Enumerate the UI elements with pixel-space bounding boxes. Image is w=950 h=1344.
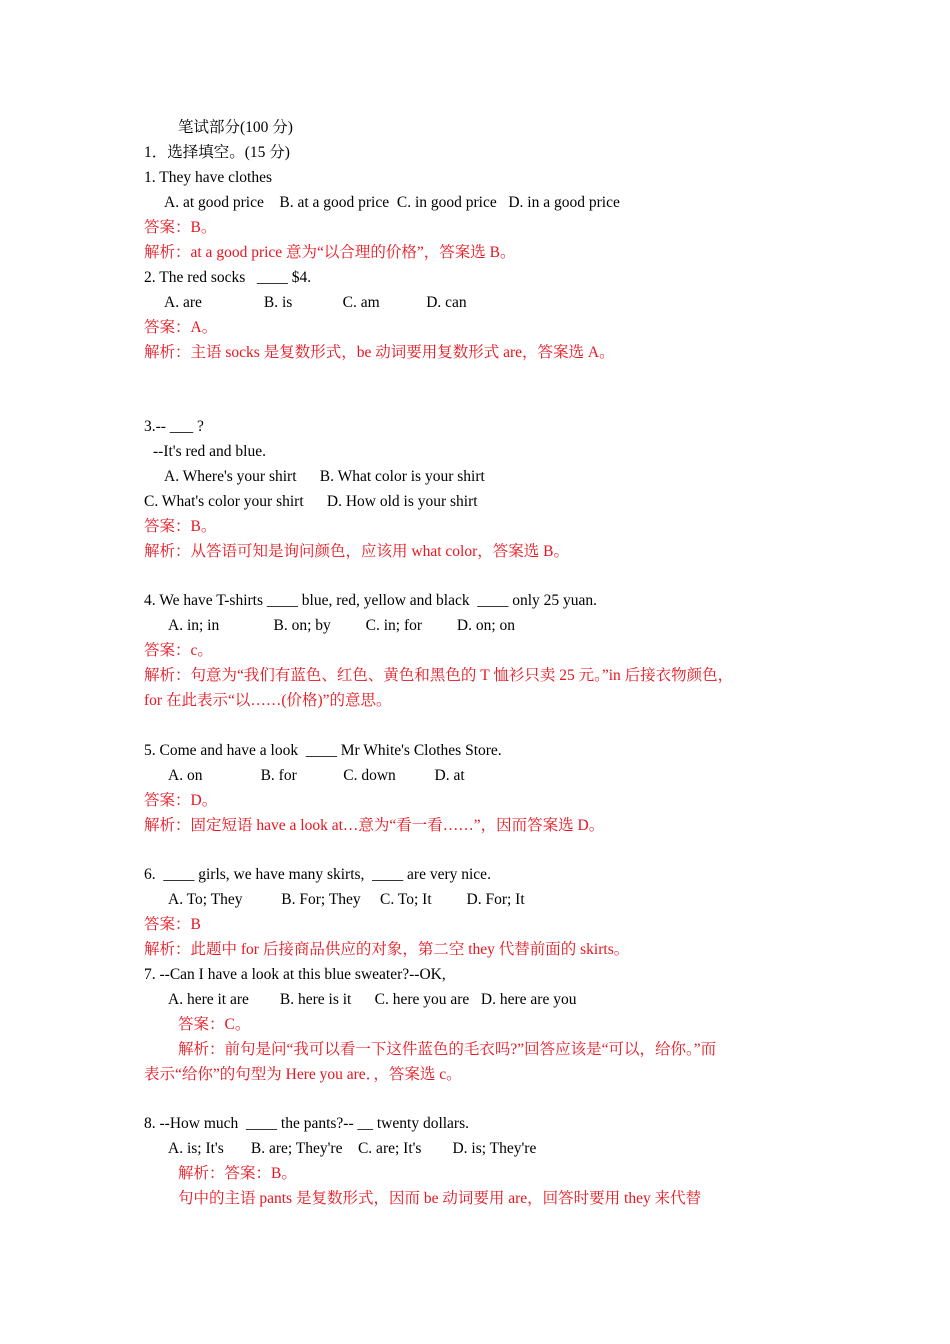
question-8-answer: 解析：答案：B。 bbox=[178, 1165, 297, 1182]
question-1-options: A. at good price B. at a good price C. in good price D. in a good price bbox=[164, 194, 620, 211]
question-3-stem: 3.-- ___ ? bbox=[144, 418, 204, 435]
question-6-options: A. To; They B. For; They C. To; It D. For; It bbox=[168, 891, 525, 908]
question-4-answer: 答案：c。 bbox=[144, 642, 213, 659]
question-7-answer: 答案：C。 bbox=[178, 1016, 251, 1033]
question-6-analysis: 解析：此题中 for 后接商品供应的对象，第二空 they 代替前面的 skirts。 bbox=[144, 941, 630, 958]
page-heading: 笔试部分(100 分) bbox=[178, 119, 293, 136]
question-3-answer: 答案：B。 bbox=[144, 518, 217, 535]
question-1-answer: 答案：B。 bbox=[144, 219, 217, 236]
section-title: 1．选择填空。(15 分) bbox=[144, 144, 290, 161]
question-4-analysis-line2: for 在此表示“以……(价格)”的意思。 bbox=[144, 692, 392, 709]
question-3-reply: --It's red and blue. bbox=[153, 443, 266, 460]
question-1-analysis: 解析：at a good price 意为“以合理的价格”，答案选 B。 bbox=[144, 244, 516, 261]
question-8-stem: 8. --How much ____ the pants?-- __ twenty dollars. bbox=[144, 1115, 470, 1132]
question-7-analysis-line2: 表示“给你”的句型为 Here you are．，答案选 c。 bbox=[144, 1066, 462, 1083]
question-4-stem: 4. We have T-shirts ____ blue, red, yellow and black ____ only 25 yuan. bbox=[144, 592, 598, 609]
question-5-stem: 5. Come and have a look ____ Mr White's Clothes Store. bbox=[144, 742, 502, 759]
question-8-analysis: 句中的主语 pants 是复数形式，因而 be 动词要用 are，回答时要用 they 来代替 bbox=[178, 1190, 702, 1207]
question-3-options-line2: C. What's color your shirt D. How old is your shirt bbox=[144, 493, 478, 510]
question-2-stem: 2. The red socks ____ $4. bbox=[144, 269, 312, 286]
question-7-stem: 7. --Can I have a look at this blue sweater?--OK, bbox=[144, 966, 446, 983]
question-5-analysis: 解析：固定短语 have a look at…意为“看一看……”，因而答案选 D。 bbox=[144, 817, 605, 834]
question-2-options: A. are B. is C. am D. can bbox=[164, 294, 467, 311]
question-2-analysis: 解析：主语 socks 是复数形式，be 动词要用复数形式 are，答案选 A。 bbox=[144, 344, 615, 361]
question-3-options-line1: A. Where's your shirt B. What color is your shirt bbox=[164, 468, 485, 485]
question-7-analysis-line1: 解析：前句是问“我可以看一下这件蓝色的毛衣吗?”回答应该是“可以，给你。”而 bbox=[178, 1041, 717, 1058]
question-5-answer: 答案：D。 bbox=[144, 792, 218, 809]
question-6-stem: 6. ____ girls, we have many skirts, ____ are very nice. bbox=[144, 866, 491, 883]
question-7-options: A. here it are B. here is it C. here you are D. here are you bbox=[168, 991, 577, 1008]
question-8-options: A. is; It's B. are; They're C. are; It's D. is; They're bbox=[168, 1140, 537, 1157]
question-4-analysis-line1: 解析：句意为“我们有蓝色、红色、黄色和黑色的 T 恤衫只卖 25 元。”in 后接衣物颜色， bbox=[144, 667, 734, 684]
question-2-answer: 答案：A。 bbox=[144, 319, 218, 336]
question-5-options: A. on B. for C. down D. at bbox=[168, 767, 465, 784]
question-1-stem: 1. They have clothes bbox=[144, 169, 272, 186]
question-3-analysis: 解析：从答语可知是询问颜色，应该用 what color，答案选 B。 bbox=[144, 543, 569, 560]
question-4-options: A. in; in B. on; by C. in; for D. on; on bbox=[168, 617, 516, 634]
question-6-answer: 答案：B bbox=[144, 916, 201, 933]
